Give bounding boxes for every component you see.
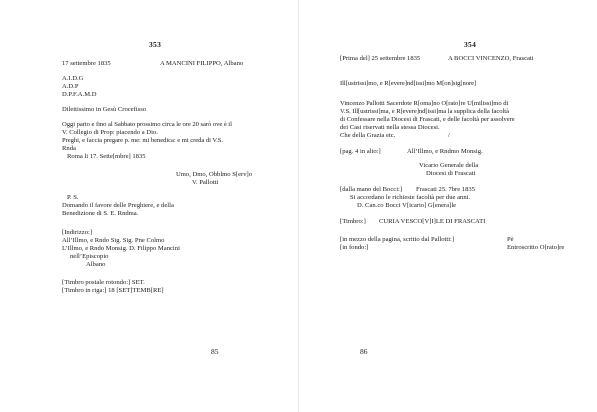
address-line: Vicario Generale della xyxy=(419,162,479,169)
note-text: Pè xyxy=(507,236,514,243)
editorial-note: [pag. 4 in alto:] xyxy=(340,148,381,155)
body-line: V. Collegio di Prop: piacendo a Dio. xyxy=(62,129,158,136)
address-label: [Indirizzo:] xyxy=(62,229,93,236)
address-line: nell’Episcopio xyxy=(70,253,109,260)
salutation: Ill[ustrissi]mo, e R[evere]nd[issi]mo M[on]sig[nore] xyxy=(340,80,477,87)
place-date-line: Roma li 17. Sette[mbre] 1835 xyxy=(67,153,146,160)
editorial-note: [dalla mano del Bocci:] xyxy=(340,186,403,193)
invocation-line: A.I.D.G xyxy=(62,75,84,82)
postscript-line: Benedizione di S. E. Rndma. xyxy=(62,210,139,217)
body-line: Che della Grazia etc. xyxy=(340,132,396,139)
closing-line: Umo, Dmo, Obblmo S[erv]o xyxy=(176,171,253,178)
signature: V. Pallotti xyxy=(192,179,219,186)
address-line: L’Illmo, e Rndo Monsig. D. Filippo Mancini xyxy=(62,245,180,252)
salutation: Dilettissimo in Gesù Crocefisso xyxy=(62,106,147,113)
invocation-line: A.D.P xyxy=(62,83,79,90)
rescript-line: Frascati 25. 7bre 1835 xyxy=(416,186,475,193)
address-line: All’Illmo, e Rndmo Monsig. xyxy=(407,148,483,155)
page-number-top: 354 xyxy=(464,40,477,49)
rescript-line: D. Can.co Bocci V[icario] G[enera]le xyxy=(357,202,457,209)
page-number-bottom: 85 xyxy=(211,347,219,356)
editorial-note: [in mezzo della pagina, scritto dal Pallotti:] xyxy=(340,236,455,243)
postal-stamp-line: [Timbro postale rotondo:] SET. xyxy=(62,279,145,286)
letter-recipient: A MANCINI FILIPPO, Albano xyxy=(160,60,244,67)
address-line: All’Illmo, e Rndo Sig. Sig. Pne Colmo xyxy=(62,237,165,244)
invocation-line: D.P.F.A.M.D xyxy=(62,91,97,98)
body-line: dei Casi riservati nella stessa Diocesi. xyxy=(340,124,440,131)
left-page xyxy=(0,0,298,412)
address-line: Diocesi di Frascati xyxy=(426,170,476,177)
address-line: Albano xyxy=(86,261,106,268)
body-line: Vincenzo Pallotti Sacerdote R[oma]no O[rato]re U[milissi]mo di xyxy=(340,100,509,107)
postscript-mark: P. S. xyxy=(67,194,79,201)
letter-recipient: A BOCCI VINCENZO, Frascati xyxy=(448,55,534,62)
note-text: Entroscritto O[rato]re xyxy=(507,244,565,251)
body-line: V.S. Ill[ustrissi]ma, e R[evere]nd[issi]ma la supplica della facoltà xyxy=(340,108,509,115)
page-number-bottom: 86 xyxy=(360,347,368,356)
page-number-top: 353 xyxy=(149,40,162,49)
letter-date: 17 settembre 1835 xyxy=(62,60,111,67)
postal-stamp-line: [Timbro in riga:] 18 [SET]TEMB[RE] xyxy=(62,287,164,294)
body-line: di Confessare nella Diocesi di Frascati, e delle facoltà per assolvere xyxy=(340,116,515,123)
body-line: Preghi, e faccia pregare p. me: mi benedica: e mi creda di V.S. xyxy=(62,137,224,144)
page-break-mark: / xyxy=(448,132,450,139)
postscript-line: Domando il favore delle Preghiere, e della xyxy=(62,202,174,209)
editorial-note: [in fondo:] xyxy=(340,244,369,251)
rescript-line: Si accordano le richieste facoltà per due anni. xyxy=(350,194,471,201)
body-line: Rnda xyxy=(62,145,76,152)
editorial-note: [Timbro:] xyxy=(340,218,366,225)
letter-date: [Prima del] 25 settembre 1835 xyxy=(340,55,421,62)
body-line: Oggi parto e fino al Sabbato prossimo circa le ore 20 sarò ove è il xyxy=(62,121,232,128)
curia-stamp-text: CURIA VESCO[V]I]LE DI FRASCATI xyxy=(379,218,486,225)
right-page xyxy=(299,0,597,412)
